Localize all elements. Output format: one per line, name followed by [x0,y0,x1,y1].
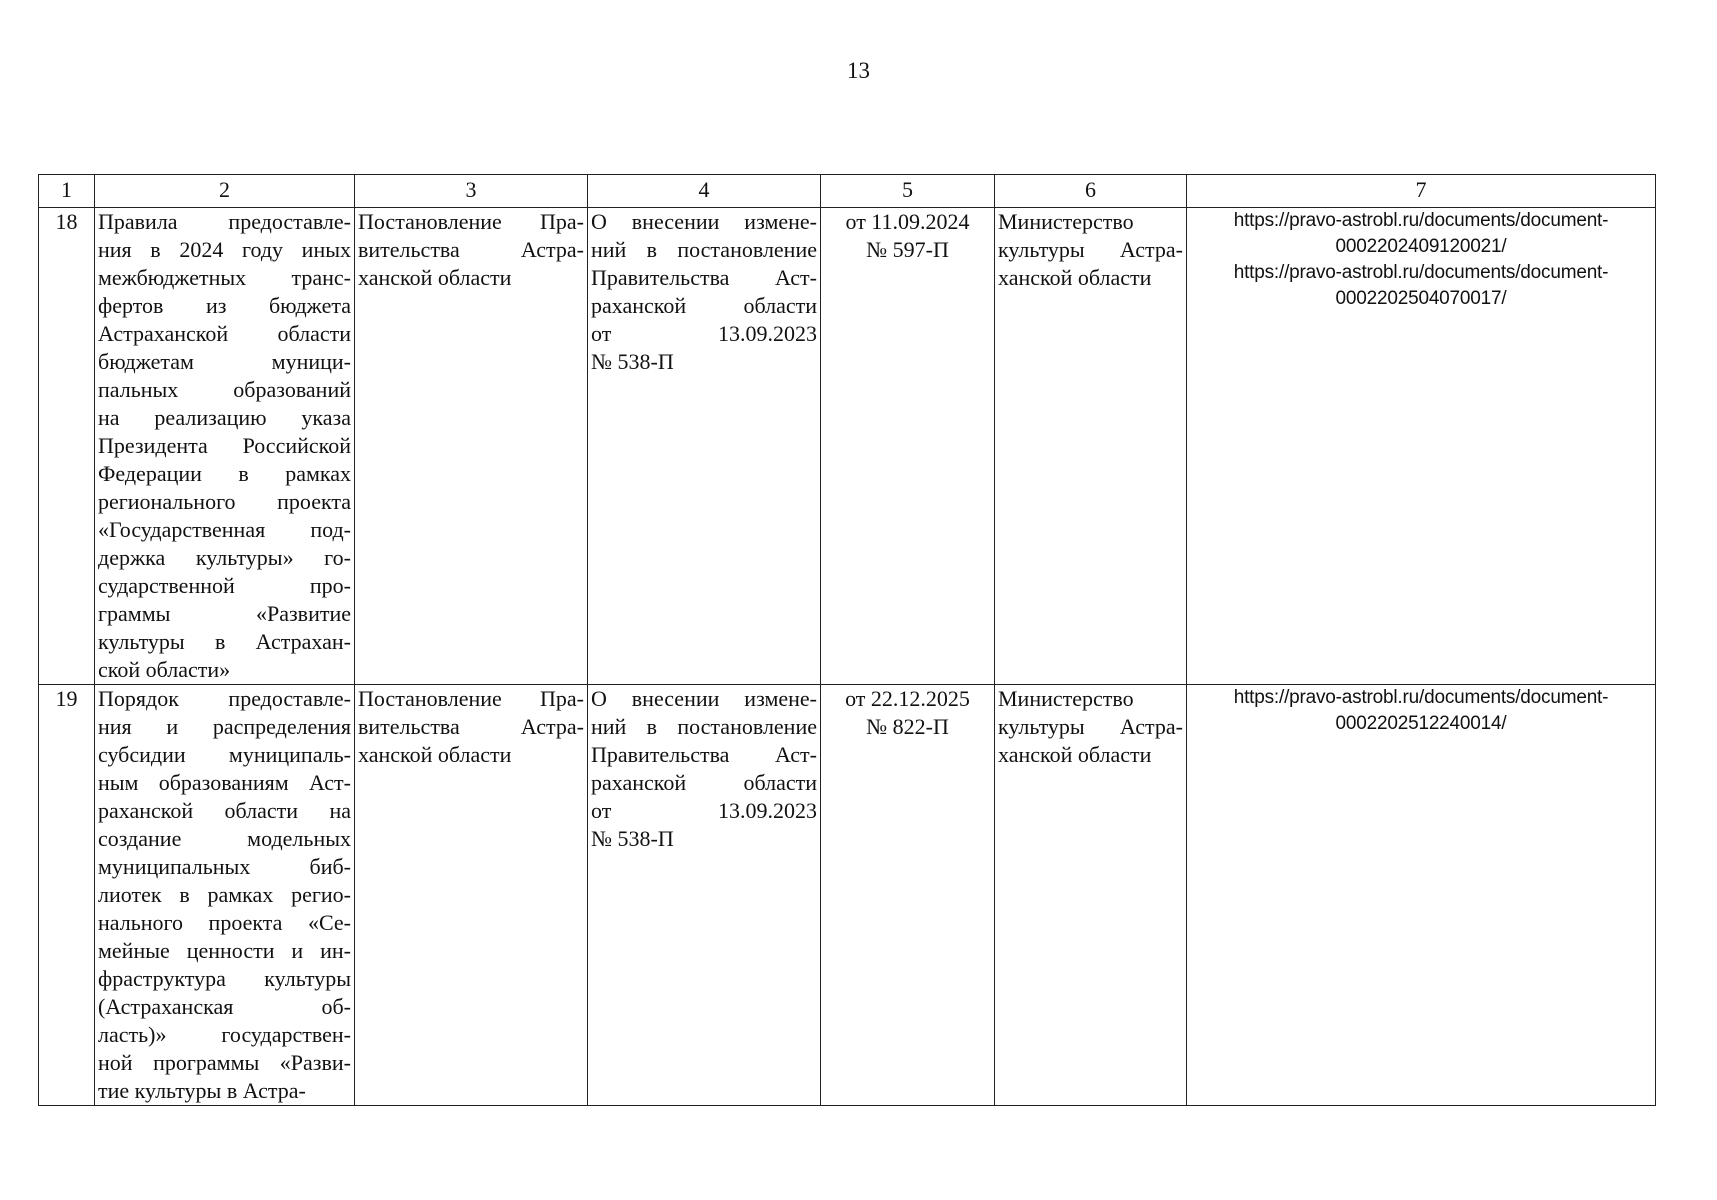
amendment-subject-cell [588,685,821,1106]
amendment-subject-line: № 538-П [591,826,674,851]
document-name-cell [95,208,355,685]
document-name-line: раханской области на [98,798,351,823]
amendment-subject-line: Правительства Аст- [591,742,817,767]
amendment-subject-line: ний в постановление [591,237,817,262]
amendment-subject-line: О внесении измене- [591,209,817,234]
amendment-subject-line: Правительства Аст- [591,265,817,290]
amendment-subject-line: от 13.09.2023 [591,321,817,346]
ministry-line: культуры Астра- [998,237,1183,262]
column-header-1: 1 [39,175,95,208]
document-name-line: Астраханской области [98,321,351,346]
column-header-4: 4 [588,175,821,208]
act-type-line: ханской области [358,742,512,767]
amendment-subject-line: ний в постановление [591,714,817,739]
table-row [39,685,1656,1106]
ministry-line: ханской области [998,742,1152,767]
document-name-line: фраструктура культуры [98,966,351,991]
document-name-line: держка культуры» го- [98,545,351,570]
document-name-line: тие культуры в Астра- [98,1078,306,1103]
document-name-line: субсидии муниципаль- [98,742,351,767]
document-name-line: создание модельных [98,826,351,851]
act-date: от 22.12.2025 [845,686,970,711]
ministry-cell [995,208,1187,685]
document-name-line: ной программы «Разви- [98,1050,351,1075]
amendment-subject-line: № 538-П [591,349,674,374]
links-cell [1187,685,1656,1106]
document-name-line: пальных образований [98,377,351,402]
amendment-subject-line: раханской области [591,293,817,318]
document-link[interactable]: 0002202504070017/ [1335,288,1507,309]
document-link[interactable]: https://pravo-astrobl.ru/documents/document- [1233,210,1609,231]
document-name-line: муниципальных биб- [98,854,351,879]
row-number: 18 [39,208,95,685]
links-cell [1187,208,1656,685]
document-name-cell [95,685,355,1106]
document-name-line: ской области» [98,657,231,682]
table-row [39,208,1656,685]
act-type-line: ханской области [358,265,512,290]
document-name-line: (Астраханская об- [98,994,351,1019]
table-header-row [39,175,1656,208]
act-type-line: вительства Астра- [358,237,584,262]
act-type-line: вительства Астра- [358,714,584,739]
document-link[interactable]: 0002202409120021/ [1335,236,1507,257]
act-number: № 822-П [866,714,949,739]
document-name-line: Правила предоставле- [98,209,351,234]
column-header-6: 6 [995,175,1187,208]
act-type-cell [355,208,588,685]
document-name-line: бюджетам муници- [98,349,351,374]
amendment-subject-line: О внесении измене- [591,686,817,711]
document-name-line: лиотек в рамках регио- [98,882,351,907]
ministry-cell [995,685,1187,1106]
column-header-3: 3 [355,175,588,208]
row-number: 19 [39,685,95,1106]
act-type-line: Постановление Пра- [358,209,584,234]
amendment-subject-cell [588,208,821,685]
document-name-line: Федерации в рамках [98,461,351,486]
document-name-line: регионального проекта [98,489,351,514]
date-number-cell [821,685,995,1106]
column-header-5: 5 [821,175,995,208]
act-type-line: Постановление Пра- [358,686,584,711]
document-name-line: Порядок предоставле- [98,686,351,711]
ministry-line: Министерство [998,686,1134,711]
document-name-line: фертов из бюджета [98,293,351,318]
act-date: от 11.09.2024 [845,209,970,234]
document-table [38,174,1656,1106]
document-name-line: граммы «Развитие [98,601,351,626]
document-name-line: на реализацию указа [98,405,351,430]
amendment-subject-line: от 13.09.2023 [591,798,817,823]
document-name-line: «Государственная под- [98,517,351,542]
document-link[interactable]: https://pravo-astrobl.ru/documents/document- [1233,262,1609,283]
document-name-line: сударственной про- [98,573,351,598]
act-type-cell [355,685,588,1106]
document-name-line: ным образованиям Аст- [98,770,351,795]
ministry-line: культуры Астра- [998,714,1183,739]
document-name-line: ния и распределения [98,714,351,739]
page-number: 13 [847,58,870,83]
document-name-line: межбюджетных транс- [98,265,351,290]
document-name-line: Президента Российской [98,433,351,458]
ministry-line: Министерство [998,209,1134,234]
date-number-cell [821,208,995,685]
amendment-subject-line: раханской области [591,770,817,795]
document-name-line: ния в 2024 году иных [98,237,351,262]
document-link[interactable]: https://pravo-astrobl.ru/documents/document- [1233,687,1609,708]
document-link[interactable]: 0002202512240014/ [1335,713,1507,734]
document-name-line: ласть)» государствен- [98,1022,351,1047]
column-header-7: 7 [1187,175,1656,208]
document-name-line: мейные ценности и ин- [98,938,351,963]
document-name-line: культуры в Астрахан- [98,629,351,654]
ministry-line: ханской области [998,265,1152,290]
act-number: № 597-П [866,237,949,262]
column-header-2: 2 [95,175,355,208]
document-name-line: нального проекта «Се- [98,910,351,935]
